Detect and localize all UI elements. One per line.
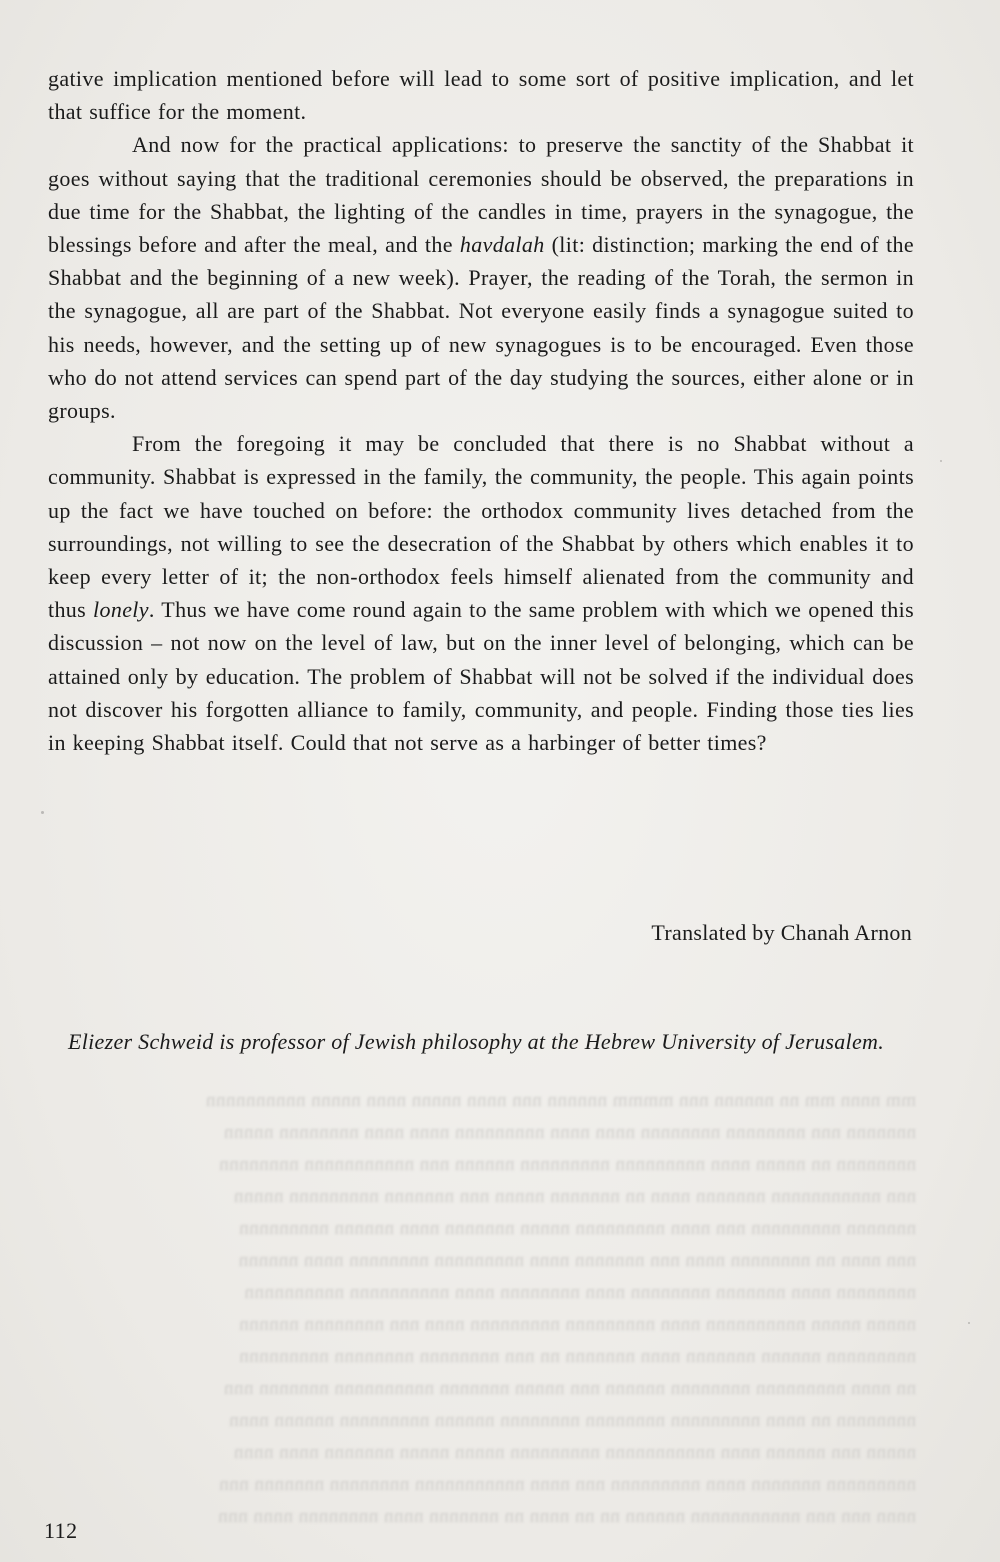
paragraph xyxy=(48,62,914,128)
paragraph xyxy=(48,128,914,427)
text-run: From the foregoing it may be concluded that there is no Shabbat without a community. Shabbat is expressed in the family, the community, the people. This again points up the fact we have touched on before: the orthodox community lives detached from the surroundings, not willing to see the desecration of the Shabbat by others which enables it to keep every letter of it; the non-orthodox feels himself alienated from the community and thus xyxy=(48,431,914,623)
translator-credit: Translated by Chanah Arnon xyxy=(651,920,912,945)
text-run: (lit: distinction; marking the end of the Shabbat and the beginning of a new week). Prayer, the reading of the Torah, the sermon in the synagogue, all are part of the Shabbat. Not everyone easily finds a synagogue suited to his needs, however, and the setting up of new synagogues is to be encouraged. Even those who do not attend services can spend part of the day studying the sources, either alone or in groups. xyxy=(48,232,915,424)
article-body xyxy=(48,62,914,759)
paper-speck xyxy=(940,460,942,462)
italic-term: havdalah xyxy=(459,232,545,258)
text-run: And now for the practical applications: to preserve the sanctity of the Shabbat it goes without saying that the traditional ceremonies should be observed, the preparations in due time for the Shabbat, the lighting of the candles in time, prayers in the synagogue, the blessings before and after the meal, and the xyxy=(48,132,914,258)
text-run: . Thus we have come round again to the same problem with which we opened this discussion – not now on the level of law, but on the inner level of belonging, which can be attained only by education. The problem of Shabbat will not be solved if the individual does not discover his forgotten alliance to family, community, and people. Finding those ties lies in keeping Shabbat itself. Could that not serve as a harbinger of better times? xyxy=(48,597,914,756)
bleed-through-texture: mm nnnn mm nn nnnnnn nnn mmmm nnnnnn nnn nnnn nnnnn nnnn nnnnn nnnnnnnnnn nnnnnnn nnn nnnnnnnn nnnnnnnn nnnn nnnn nnnnnnnnn nnnn nnnn nnnnnnnn nnnnn nnnnnnnn nn nnnnn nnnn nnnnnnnnn nnnnnnnnn nnnnnn nnn nnnnnnnnnnn nnnnnnnn nnn nnnnnnnnnnn nnnnnnn nnnn nn nnnnnnn nnnnn nnn nnnnnnn nnnnnnnnn nnnnn nnnnnnn nnnnnnnnn nnn nnnn nnnnnnnnn nnnnn nnnnnnn nnnn nnnnnn nnnnnnnnn nnn nnnn nn nnnnnnnn nnnn nnn nnnnnnn nnnn nnnnnnnnn nnnnnnnn nnnn nnnnnn nnnnnnnn nnnn nnnnnnn nnnnnnnn nnnn nnnnnnnn nnnn nnnnnnnnnn nnnnnnnnnn nnnnn nnnnn nnnnnnnnnn nnnn nnnnnnnnn nnnnnnnnn nnnn nnn nnnnnnnn nnnnnn nnnnnnnnn nnnnnn nnnnnnn nnnn nnnnnnn nn nnn nnnnnnnn nnnnnnnn nnnnnnnnn nn nnnn nnnnnnnnn nnnnnnnn nnnnnn nnn nnnnn nnnnnnn nnnnnnnnnn nnnnnnn nnn nnnnnnnn nn nnnn nnnnnnnnn nnnnnnnn nnnnnnnn nnnnnn nnnnnnnnn nnnnnn nnnn nnnnn nnn nnnnnn nnnn nnnnnnnnnnn nnnnnnnnn nnnnn nnnnn nnnnnnn nnnn nnnn nnnnnnnnn nnnnnnn nnnn nnnnnnnnn nnn nnnn nnnnnnnnnnn nnnnnnnn nnnnnnn nnn nnnn nnn nnn nnnnnnnnnnn nnnnnn nn nn nnnn nn nnnnnnn nnnn nnnnnnnn nnnn nnn xyxy=(205,1090,916,1527)
author-bio: Eliezer Schweid is professor of Jewish philosophy at the Hebrew University of Jerusalem. xyxy=(67,1029,885,1054)
paper-speck xyxy=(41,811,44,814)
text-run: gative implication mentioned before will lead to some sort of positive implication, and let that suffice for the moment. xyxy=(48,66,914,125)
page-number: 112 xyxy=(44,1518,78,1543)
paragraph xyxy=(48,427,914,759)
paper-speck xyxy=(968,1322,970,1324)
italic-term: lonely xyxy=(93,597,149,623)
